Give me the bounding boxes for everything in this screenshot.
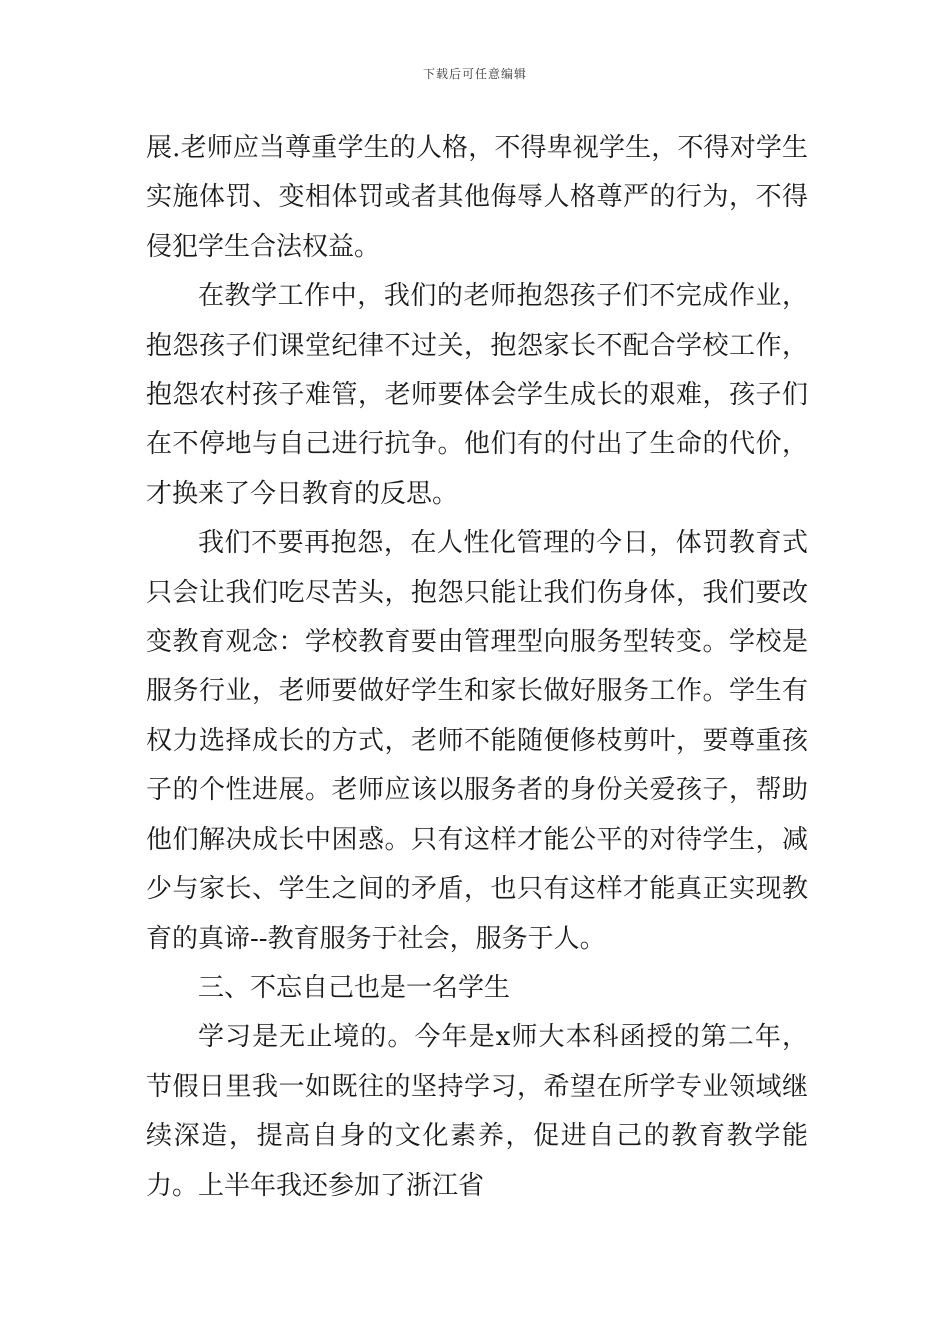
section-heading: 三、不忘自己也是一名学生 [198, 972, 511, 1003]
page-header: 下载后可任意编辑 [422, 67, 527, 81]
paragraph-learning: 学习是无止境的。今年是x师大本科函授的第二年，节假日里我一如既往的坚持学习，希望在所学专业领域继续深造，提高自身的文化素养，促进自己的教育教学能力。上半年我还参加了浙江省 [146, 1022, 808, 1201]
paragraph-complaints: 在教学工作中，我们的老师抱怨孩子们不完成作业，抱怨孩子们课堂纪律不过关，抱怨家长不配合学校工作，抱怨农村孩子难管，老师要体会学生成长的艰难，孩子们在不停地与自己进行抗争。他们有的付出了生命的代价，才换来了今日教育的反思。 [146, 281, 808, 509]
paragraph-continuation: 展.老师应当尊重学生的人格，不得卑视学生，不得对学生实施体罚、变相体罚或者其他侮辱人格尊严的行为，不得侵犯学生合法权益。 [146, 133, 808, 262]
document-body [146, 124, 808, 1211]
paragraph-service-education: 我们不要再抱怨，在人性化管理的今日，体罚教育式只会让我们吃尽苦头，抱怨只能让我们伤身体，我们要改变教育观念：学校教育要由管理型向服务型转变。学校是服务行业，老师要做好学生和家长做好服务工作。学生有权力选择成长的方式，老师不能随便修枝剪叶，要尊重孩子的个性进展。老师应该以服务者的身份关爱孩子，帮助他们解决成长中困惑。只有这样才能公平的对待学生，减少与家长、学生之间的矛盾，也只有这样才能真正实现教育的真谛--教育服务于社会，服务于人。 [146, 528, 808, 954]
